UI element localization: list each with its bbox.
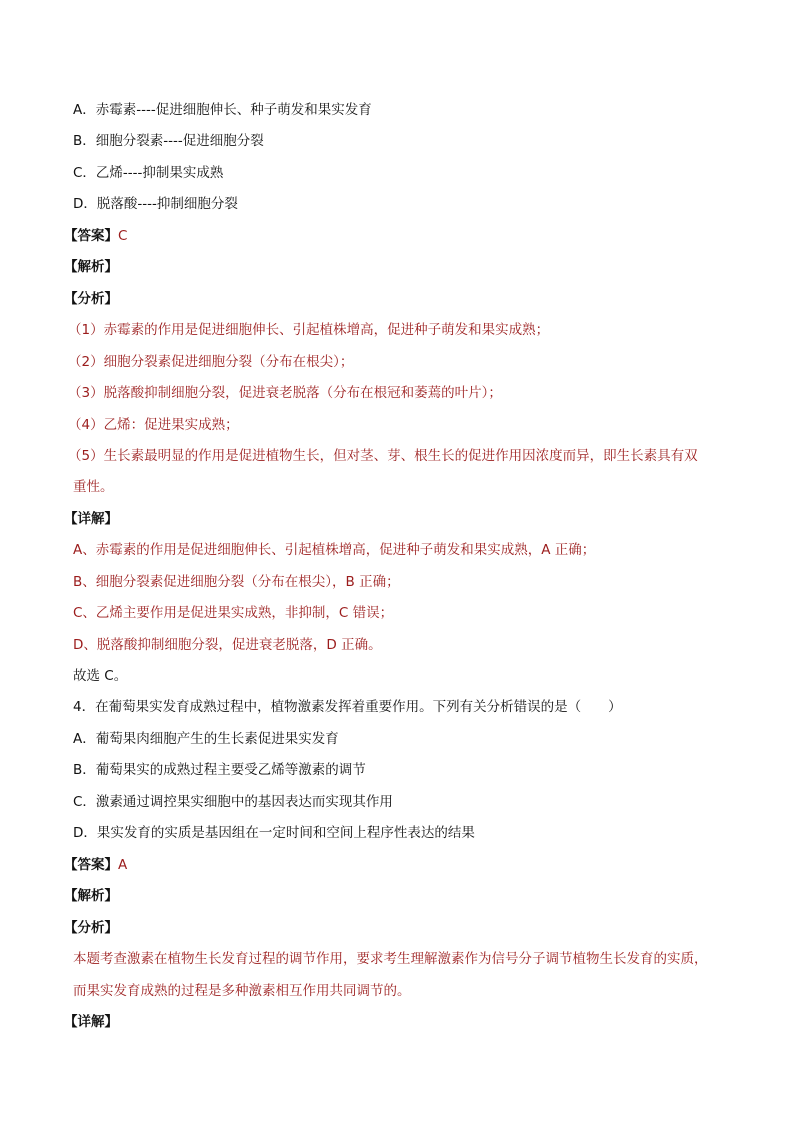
q3-option-d: D．脱落酸----抑制细胞分裂: [73, 196, 238, 212]
q3-fenxi-line-6: 重性。: [73, 479, 114, 495]
q4-fenxi-tag: 【分析】: [64, 920, 118, 936]
q4-analysis-tag: 【解析】: [64, 888, 118, 904]
q4-fenxi-line-1: 本题考查激素在植物生长发育过程的调节作用，要求考生理解激素作为信号分子调节植物生长发育的实质，: [73, 951, 708, 967]
q4-detail-tag: 【详解】: [64, 1014, 118, 1030]
q3-fenxi-line-2: （2）细胞分裂素促进细胞分裂（分布在根尖）；: [68, 354, 354, 370]
q4-fenxi-line-2: 而果实发育成熟的过程是多种激素相互作用共同调节的。: [73, 983, 411, 999]
q3-analysis-tag: 【解析】: [64, 259, 118, 275]
q3-answer: [64, 226, 724, 246]
q3-detail-line-a: A、赤霉素的作用是促进细胞伸长、引起植株增高，促进种子萌发和果实成熟，A 正确；: [73, 542, 596, 558]
q3-detail-tag: 【详解】: [64, 511, 118, 527]
q3-option-c: C．乙烯----抑制果实成熟: [73, 165, 224, 181]
q4-answer: [64, 855, 724, 875]
q4-option-c: C．激素通过调控果实细胞中的基因表达而实现其作用: [73, 794, 393, 810]
q4-option-a: A．葡萄果肉细胞产生的生长素促进果实发育: [73, 731, 339, 747]
q3-answer-value: C: [118, 228, 128, 244]
q4-option-d: D．果实发育的实质是基因组在一定时间和空间上程序性表达的结果: [73, 825, 475, 841]
q3-fenxi-tag: 【分析】: [64, 291, 118, 307]
q3-answer-tag: 【答案】: [64, 228, 118, 244]
q3-detail-line-b: B、细胞分裂素促进细胞分裂（分布在根尖），B 正确；: [73, 574, 400, 590]
q3-fenxi-line-4: （4）乙烯：促进果实成熟；: [68, 417, 239, 433]
q3-fenxi-line-5: （5）生长素最明显的作用是促进植物生长，但对茎、芽、根生长的促进作用因浓度而异，即生长素具有双: [68, 448, 698, 464]
q3-conclusion: 故选 C。: [73, 668, 128, 684]
q4-answer-tag: 【答案】: [64, 857, 118, 873]
q3-detail-line-c: C、乙烯主要作用是促进果实成熟，非抑制，C 错误；: [73, 605, 394, 621]
q4-option-b: B．葡萄果实的成熟过程主要受乙烯等激素的调节: [73, 762, 366, 778]
q4-answer-value: A: [118, 857, 128, 873]
q3-fenxi-line-1: （1）赤霉素的作用是促进细胞伸长、引起植株增高，促进种子萌发和果实成熟；: [68, 322, 550, 338]
q3-detail-line-d: D、脱落酸抑制细胞分裂，促进衰老脱落，D 正确。: [73, 637, 382, 653]
q4-stem: 4．在葡萄果实发育成熟过程中，植物激素发挥着重要作用。下列有关分析错误的是（ ）: [73, 699, 622, 715]
q3-fenxi-line-3: （3）脱落酸抑制细胞分裂，促进衰老脱落（分布在根冠和萎蔫的叶片）；: [68, 385, 502, 401]
q3-option-a: A．赤霉素----促进细胞伸长、种子萌发和果实发育: [73, 102, 372, 118]
q3-option-b: B．细胞分裂素----促进细胞分裂: [73, 133, 264, 149]
